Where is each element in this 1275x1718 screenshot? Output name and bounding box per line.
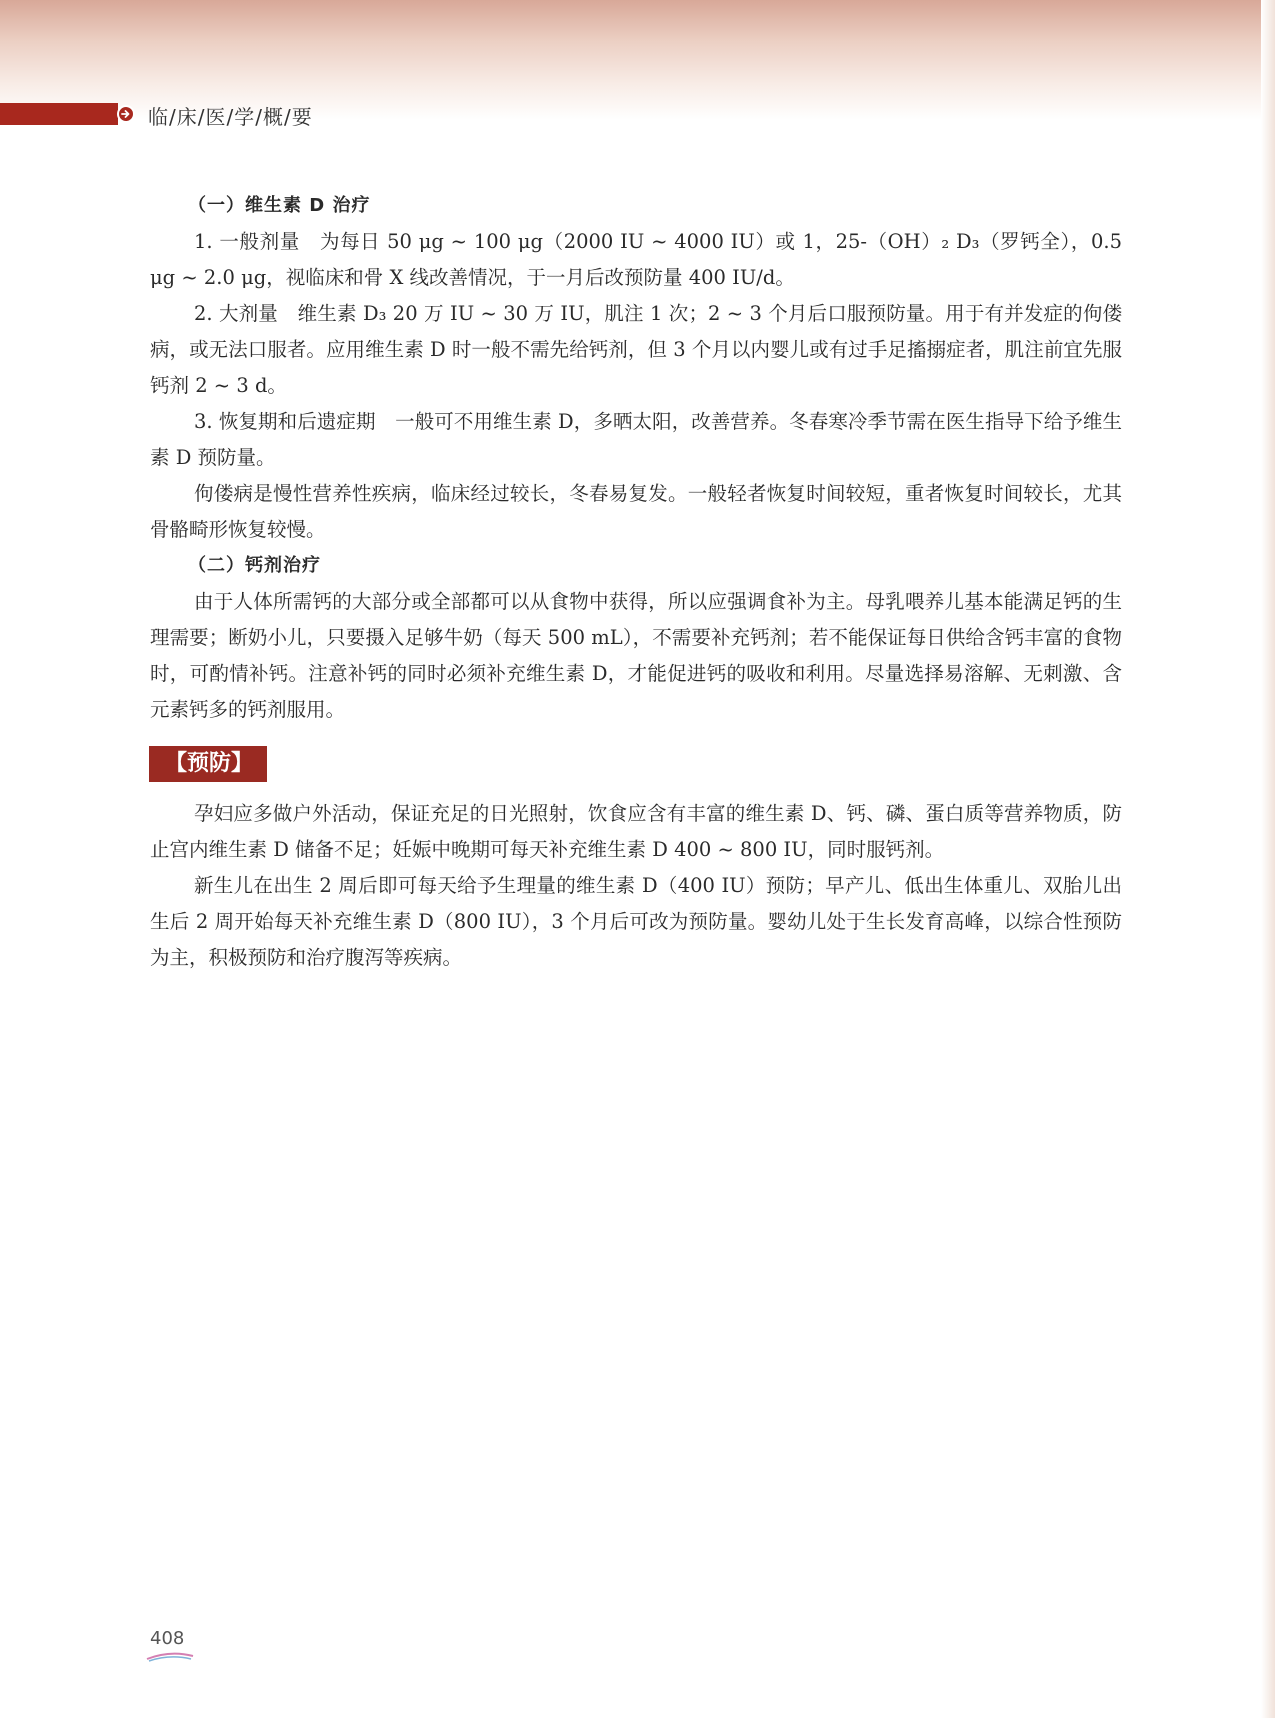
- paragraph-prevention-pregnancy: 孕妇应多做户外活动，保证充足的日光照射，饮食应含有丰富的维生素 D、钙、磷、蛋白质等营养物质，防止宫内维生素 D 储备不足；妊娠中晚期可每天补充维生素 D 400 ~ 800 IU，同时服钙剂。: [150, 802, 1122, 861]
- page-right-edge-decoration: [1261, 0, 1275, 1718]
- subsection-heading-calcium: （二）钙剂治疗: [188, 555, 321, 576]
- arrow-right-icon: [117, 105, 135, 123]
- paragraph-prevention-newborn: 新生儿在出生 2 周后即可每天给予生理量的维生素 D（400 IU）预防；早产儿、低出生体重儿、双胎儿出生后 2 周开始每天补充维生素 D（800 IU），3 个月后可改为预防量。婴幼儿处于生长发育高峰，以综合性预防为主，积极预防和治疗腹泻等疾病。: [150, 874, 1122, 969]
- paragraph-rickets-note: 佝偻病是慢性营养性疾病，临床经过较长，冬春易复发。一般轻者恢复时间较短，重者恢复时间较长，尤其骨骼畸形恢复较慢。: [150, 482, 1122, 541]
- page-content: [150, 188, 1122, 976]
- subsection-heading-vitamin-d: （一）维生素 D 治疗: [188, 195, 371, 216]
- section-label-prevention: 【预防】: [149, 746, 267, 782]
- paragraph-recovery-period: 3. 恢复期和后遗症期 一般可不用维生素 D，多晒太阳，改善营养。冬春寒冷季节需在医生指导下给予维生素 D 预防量。: [150, 410, 1122, 469]
- page-number: 408: [150, 1628, 185, 1649]
- paragraph-large-dose: 2. 大剂量 维生素 D₃ 20 万 IU ~ 30 万 IU，肌注 1 次；2 ~ 3 个月后口服预防量。用于有并发症的佝偻病，或无法口服者。应用维生素 D 时一般不需先给钙剂，但 3 个月以内婴儿或有过手足搐搦症者，肌注前宜先服钙剂 2 ~ 3 d。: [150, 302, 1122, 397]
- paragraph-general-dose: 1. 一般剂量 为每日 50 μg ~ 100 μg（2000 IU ~ 4000 IU）或 1，25-（OH）₂ D₃（罗钙全），0.5 μg ~ 2.0 μg，视临床和骨 X 线改善情况，于一月后改预防量 400 IU/d。: [150, 230, 1122, 289]
- paragraph-calcium-therapy: 由于人体所需钙的大部分或全部都可以从食物中获得，所以应强调食补为主。母乳喂养儿基本能满足钙的生理需要；断奶小儿，只要摄入足够牛奶（每天 500 mL），不需要补充钙剂；若不能保证每日供给含钙丰富的食物时，可酌情补钙。注意补钙的同时必须补充维生素 D，才能促进钙的吸收和利用。尽量选择易溶解、无刺激、含元素钙多的钙剂服用。: [150, 590, 1122, 721]
- header-red-bar: [0, 103, 118, 125]
- page-number-swoosh-decoration: [145, 1650, 195, 1664]
- book-title: 临/床/医/学/概/要: [148, 105, 313, 129]
